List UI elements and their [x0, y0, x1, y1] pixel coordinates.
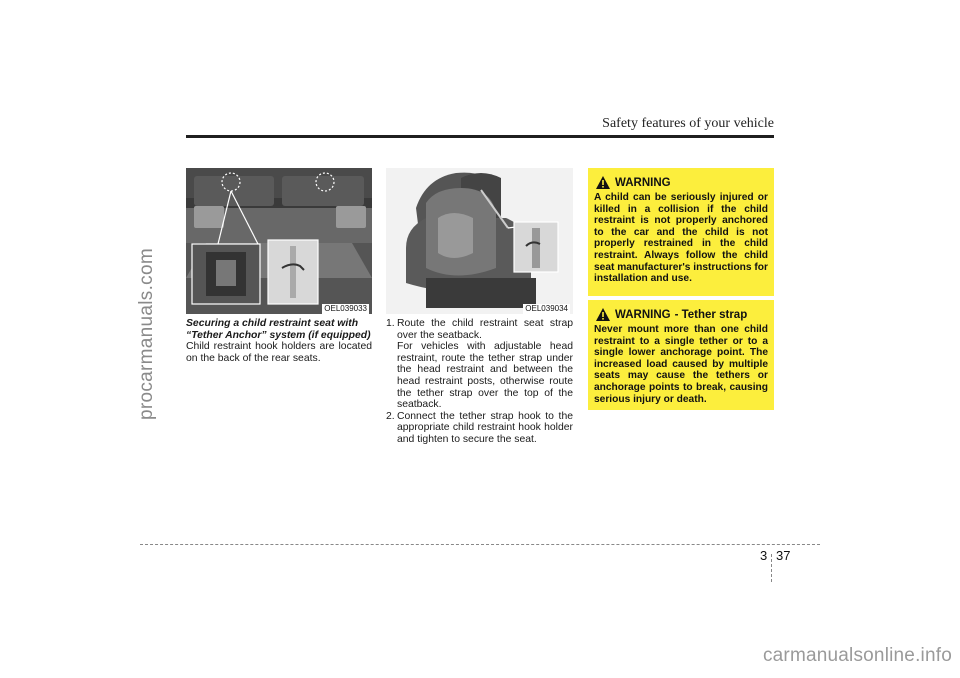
- warning-triangle-icon: [596, 308, 610, 321]
- cargo-area-figure: [186, 168, 372, 314]
- header-rule: [186, 135, 774, 138]
- warning-subtitle: - Tether strap: [674, 308, 748, 321]
- footer-watermark: carmanualsonline.info: [762, 645, 952, 666]
- section-subheading: Securing a child restraint seat with “Tether Anchor” system (if equipped): [186, 318, 371, 341]
- warning-box: [588, 168, 774, 296]
- warning-header: [594, 176, 768, 189]
- instruction-steps: [386, 318, 573, 446]
- intro-paragraph: Child restraint hook holders are located on the back of the rear seats.: [186, 341, 372, 364]
- left-column: [186, 318, 372, 364]
- warning-triangle-icon: [596, 176, 610, 189]
- warning-box-tether-strap: [588, 300, 774, 410]
- step-note: For vehicles with adjustable head restraint, route the tether strap under the head restraint and between the head restraint posts, otherwise route the tether strap over the top of the seatback.: [397, 341, 573, 411]
- child-seat-illustration: [386, 168, 573, 314]
- section-header-title: Safety features of your vehicle: [602, 116, 774, 131]
- page-number: 37: [776, 548, 791, 563]
- page-section-number: 3: [760, 548, 768, 563]
- warning-header: [594, 308, 768, 321]
- figure-code: OEL039034: [525, 304, 568, 313]
- warning-body: A child can be seriously injured or killed in a collision if the child restraint is not properly anchored to the car and the child is not properly restrained in the child restraint. Always follow the child seat manufacturer's instructions for installation and use.: [594, 192, 768, 285]
- warning-title: WARNING: [615, 176, 671, 189]
- page-number-divider: [771, 554, 772, 582]
- warning-title: WARNING: [615, 308, 671, 321]
- step-item: 1. Route the child restraint seat strap over the seatback.: [386, 318, 573, 341]
- step-item: 2. Connect the tether strap hook to the appropriate child restraint hook holder and tighten to secure the seat.: [386, 410, 573, 445]
- footer-rule: [140, 544, 820, 545]
- side-watermark: procarmanuals.com: [136, 248, 157, 420]
- child-seat-figure: [386, 168, 573, 314]
- cargo-area-illustration: [186, 168, 372, 314]
- figure-code: OEL039033: [324, 304, 367, 313]
- warning-body: Never mount more than one child restraint to a single tether or to a single lower anchorage point. The increased load caused by multiple seats may cause the tethers or anchorage points to break, causing serious injury or death.: [594, 324, 768, 405]
